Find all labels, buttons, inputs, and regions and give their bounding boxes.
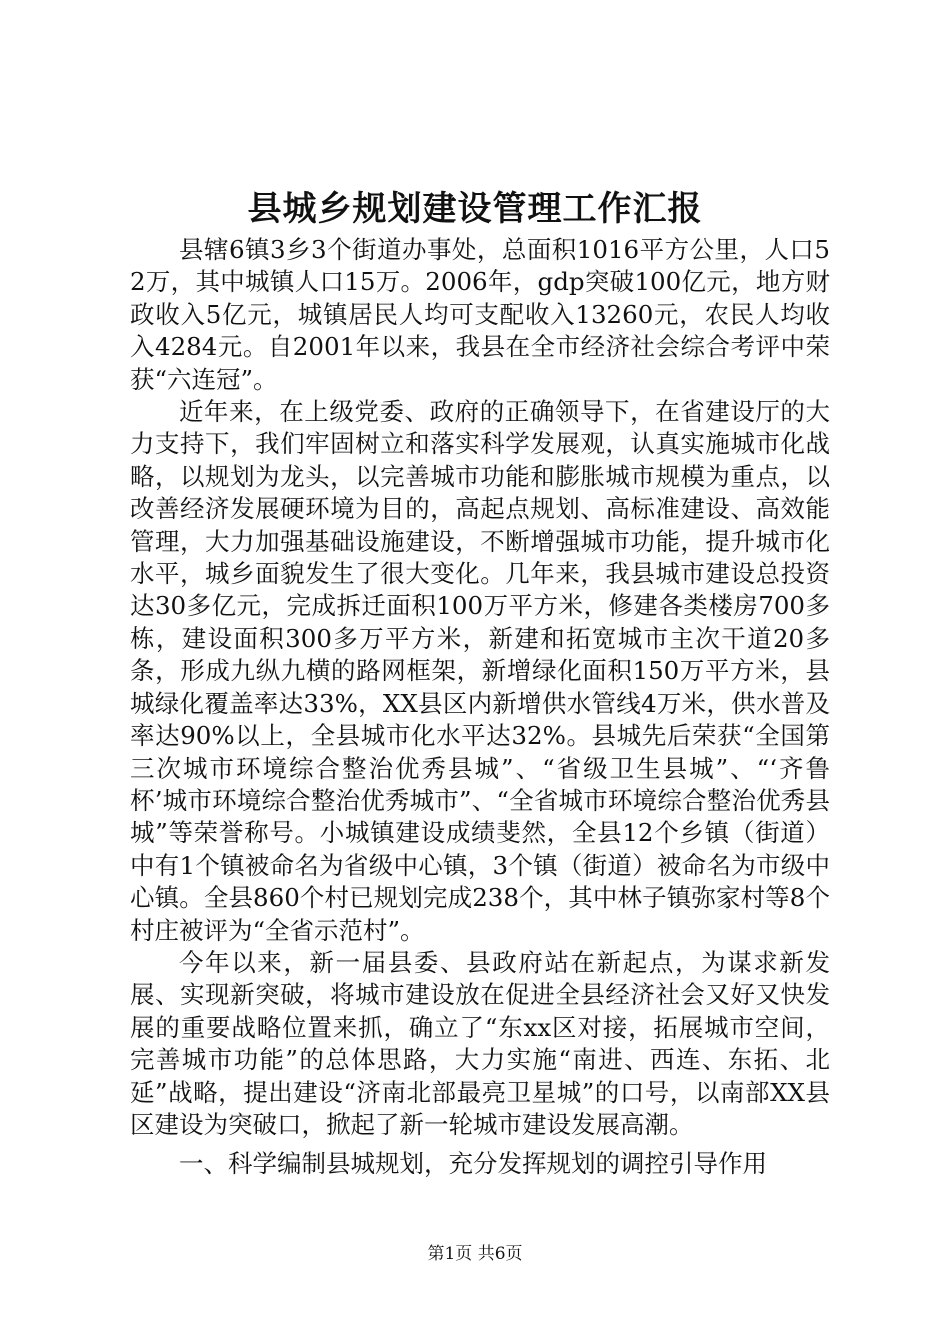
paragraph-achievements: 近年来，在上级党委、政府的正确领导下，在省建设厅的大力支持下，我们牢固树立和落实科学发展观，认真实施城市化战略，以规划为龙头，以完善城市功能和膨胀城市规模为重点，以改善经济发展硬环境为目的，高起点规划、高标准建设、高效能管理，大力加强基础设施建设，不断增强城市功能，提升城市化水平，城乡面貌发生了很大变化。几年来，我县城市建设总投资达30多亿元，完成拆迁面积100万平方米，修建各类楼房700多栋，建设面积300多万平方米，新建和拓宽城市主次干道20多条，形成九纵九横的路网框架，新增绿化面积150万平方米，县城绿化覆盖率达33%，XX县区内新增供水管线4万米，供水普及率达90%以上，全县城市化水平达32%。县城先后荣获“全国第三次城市环境综合整治优秀县城”、“省级卫生县城”、“‘齐鲁杯’城市环境综合整治优秀城市”、“全省城市环境综合整治优秀县城”等荣誉称号。小城镇建设成绩斐然，全县12个乡镇（街道）中有1个镇被命名为省级中心镇，3个镇（街道）被命名为市级中心镇。全县860个村已规划完成238个，其中林子镇弥家村等8个村庄被评为“全省示范村”。 bbox=[130, 397, 830, 945]
section-heading: 一、科学编制县城规划，充分发挥规划的调控引导作用 bbox=[179, 1149, 767, 1178]
page-footer: 第1页 共6页 bbox=[427, 1244, 523, 1264]
document-title: 县城乡规划建设管理工作汇报 bbox=[247, 189, 703, 229]
paragraph-this-year: 今年以来，新一届县委、县政府站在新起点，为谋求新发展、实现新突破，将城市建设放在促进全县经济社会又好又快发展的重要战略位置来抓，确立了“东xx区对接，拓展城市空间，完善城市功能”的总体思路，大力实施“南进、西连、东拓、北延”战略，提出建设“济南北部最亮卫星城”的口号，以南部XX县区建设为突破口，掀起了新一轮城市建设发展高潮。 bbox=[130, 947, 830, 1139]
paragraph-overview: 县辖6镇3乡3个街道办事处，总面积1016平方公里，人口52万，其中城镇人口15万。2006年，gdp突破100亿元，地方财政收入5亿元，城镇居民人均可支配收入13260元，农民人均收入4284元。自2001年以来，我县在全市经济社会综合考评中荣获“六连冠”。 bbox=[130, 235, 830, 394]
document-body bbox=[130, 234, 830, 1141]
